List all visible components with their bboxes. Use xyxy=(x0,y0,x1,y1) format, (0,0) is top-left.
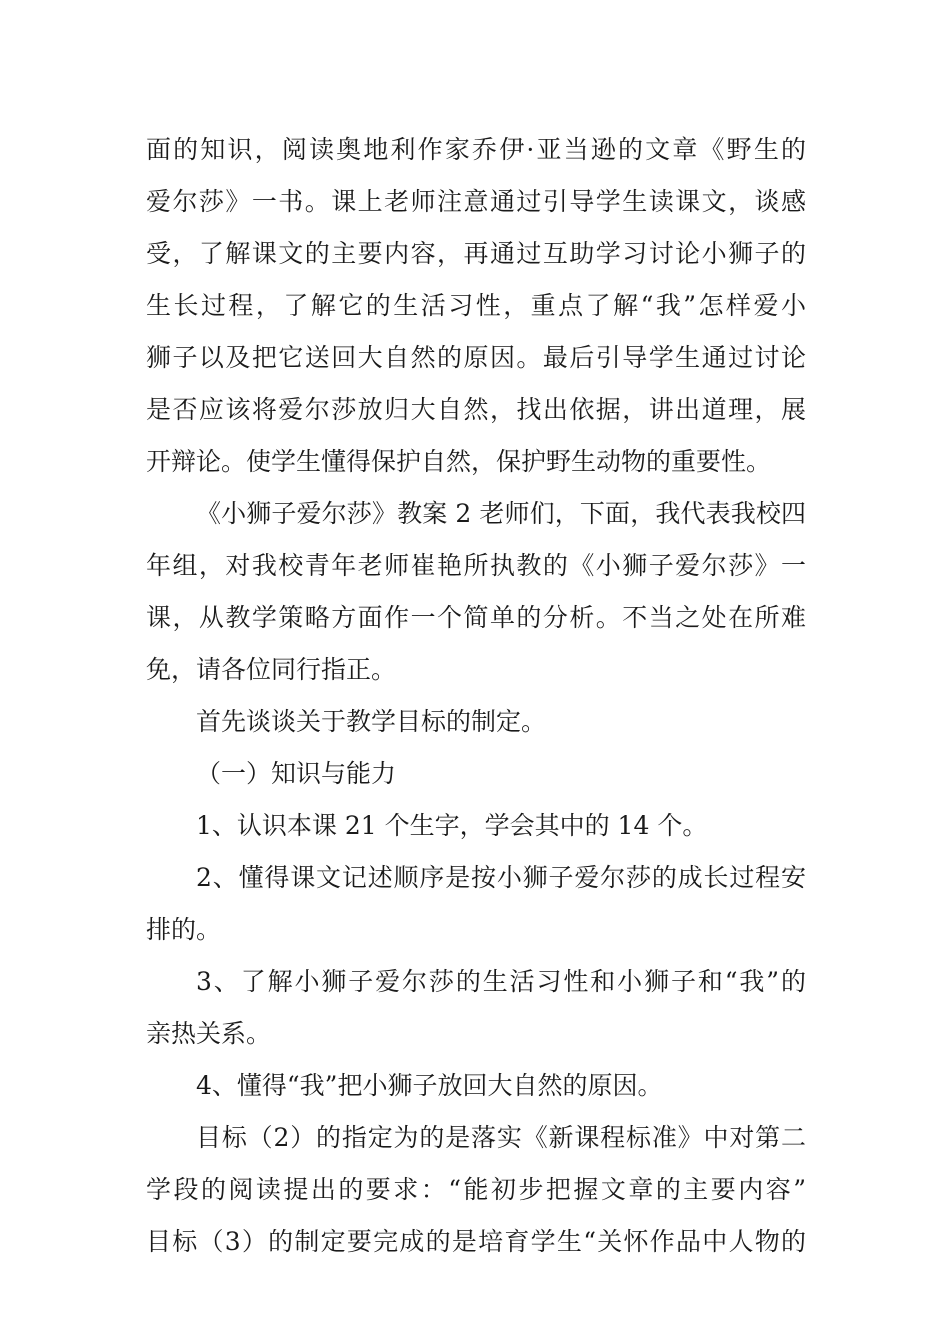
text-line: 开辩论。使学生懂得保护自然，保护野生动物的重要性。 xyxy=(146,447,772,476)
text-line: 生长过程，了解它的生活习性，重点了解“我”怎样爱小 xyxy=(146,291,806,320)
text-line: 受，了解课文的主要内容，再通过互助学习讨论小狮子的 xyxy=(146,239,806,268)
text-line: 学段的阅读提出的要求：“能初步把握文章的主要内容” xyxy=(146,1175,806,1204)
text-line: 狮子以及把它送回大自然的原因。最后引导学生通过讨论 xyxy=(146,343,806,372)
text-line: 1、认识本课 21 个生字，学会其中的 14 个。 xyxy=(196,811,708,840)
text-line: 首先谈谈关于教学目标的制定。 xyxy=(196,707,547,736)
text-line: 亲热关系。 xyxy=(146,1019,272,1048)
text-line: 免，请各位同行指正。 xyxy=(146,655,397,684)
text-line: 4、懂得“我”把小狮子放回大自然的原因。 xyxy=(196,1071,663,1100)
text-line: 面的知识，阅读奥地利作家乔伊·亚当逊的文章《野生的 xyxy=(146,135,806,164)
text-line: 2、懂得课文记述顺序是按小狮子爱尔莎的成长过程安 xyxy=(196,863,806,892)
text-line: 排的。 xyxy=(146,915,222,944)
document-body xyxy=(146,124,806,1268)
text-line: 目标（3）的制定要完成的是培育学生“关怀作品中人物的 xyxy=(146,1227,806,1256)
text-line: （一）知识与能力 xyxy=(196,759,397,788)
text-line: 是否应该将爱尔莎放归大自然，找出依据，讲出道理，展 xyxy=(146,395,806,424)
text-line: 3、了解小狮子爱尔莎的生活习性和小狮子和“我”的 xyxy=(196,967,806,996)
text-line: 年组，对我校青年老师崔艳所执教的《小狮子爱尔莎》一 xyxy=(146,551,806,580)
text-line: 《小狮子爱尔莎》教案 2 老师们，下面，我代表我校四 xyxy=(196,499,806,528)
text-line: 爱尔莎》一书。课上老师注意通过引导学生读课文，谈感 xyxy=(146,187,806,216)
text-line: 目标（2）的指定为的是落实《新课程标准》中对第二 xyxy=(196,1123,806,1152)
text-line: 课，从教学策略方面作一个简单的分析。不当之处在所难 xyxy=(146,603,806,632)
